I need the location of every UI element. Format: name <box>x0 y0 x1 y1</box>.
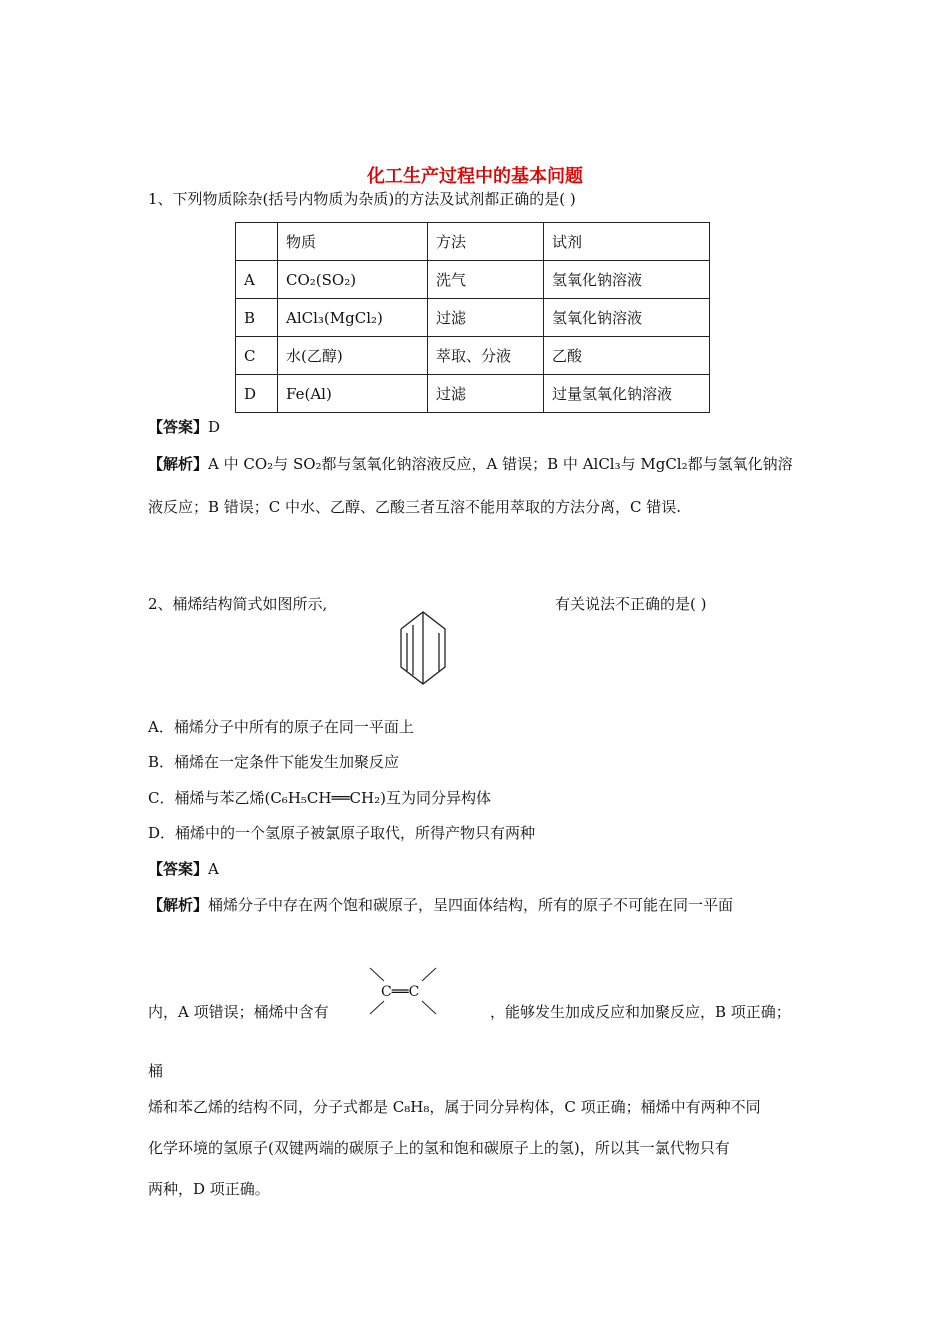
answer-2 <box>148 858 219 879</box>
page-title: 化工生产过程中的基本问题 <box>367 166 583 187</box>
answer-tag: 【答案】 <box>148 860 209 878</box>
table-row <box>236 261 710 299</box>
analysis-1-line-1 <box>148 453 793 474</box>
question-1-stem: 1、下列物质除杂(括号内物质为杂质)的方法及试剂都正确的是( ) <box>148 190 576 208</box>
table-cell: 氢氧化钠溶液 <box>544 261 710 299</box>
analysis-2-line-tong: 桶 <box>148 1062 164 1080</box>
table-cell: 水(乙醇) <box>278 337 428 375</box>
option-d: D．桶烯中的一个氢原子被氯原子取代，所得产物只有两种 <box>148 824 536 842</box>
table-cell: C <box>236 337 278 375</box>
answer-tag: 【答案】 <box>148 418 209 436</box>
table-row <box>236 299 710 337</box>
analysis-text: 桶烯分子中存在两个饱和碳原子，呈四面体结构，所有的原子不可能在同一平面 <box>208 896 734 914</box>
table-cell: 氢氧化钠溶液 <box>544 299 710 337</box>
answer-value: A <box>208 860 219 878</box>
table-cell: AlCl₃(MgCl₂) <box>278 299 428 337</box>
answer-value: D <box>208 418 221 436</box>
double-bond-label: C══C <box>381 984 420 1000</box>
analysis-2-line-3: 烯和苯乙烯的结构不同，分子式都是 C₈H₈，属于同分异构体，C 项正确；桶烯中有两种不同 <box>148 1098 761 1116</box>
analysis-1-line-2: 液反应；B 错误；C 中水、乙醇、乙酸三者互溶不能用萃取的方法分离，C 错误. <box>148 498 682 516</box>
barrelene-structure-diagram <box>395 607 455 687</box>
table-cell: 萃取、分液 <box>428 337 544 375</box>
table-header-cell <box>236 223 278 261</box>
table-header-cell: 试剂 <box>544 223 710 261</box>
table-header-cell: 方法 <box>428 223 544 261</box>
question-2-stem-right: 有关说法不正确的是( ) <box>555 595 707 613</box>
analysis-tag: 【解析】 <box>148 896 209 914</box>
table-row <box>236 375 710 413</box>
table-cell: Fe(Al) <box>278 375 428 413</box>
analysis-tag: 【解析】 <box>148 455 209 473</box>
table-cell: 过滤 <box>428 375 544 413</box>
option-c: C．桶烯与苯乙烯(C₆H₅CH══CH₂)互为同分异构体 <box>148 789 491 807</box>
analysis-2-line-4: 化学环境的氢原子(双键两端的碳原子上的氢和饱和碳原子上的氢)，所以其一氯代物只有 <box>148 1139 730 1157</box>
analysis-2-line-5: 两种，D 项正确。 <box>148 1180 270 1198</box>
table-header-row <box>236 223 710 261</box>
table-header-cell: 物质 <box>278 223 428 261</box>
analysis-text: A 中 CO₂与 SO₂都与氢氧化钠溶液反应，A 错误；B 中 AlCl₃与 MgCl₂都与氢氧化钠溶 <box>208 455 793 473</box>
question-2-stem-left: 2、桶烯结构简式如图所示, <box>148 595 328 613</box>
option-b: B．桶烯在一定条件下能发生加聚反应 <box>148 753 400 771</box>
table-cell: CO₂(SO₂) <box>278 261 428 299</box>
table-cell: B <box>236 299 278 337</box>
analysis-2-line-1 <box>148 894 733 915</box>
table-cell: 洗气 <box>428 261 544 299</box>
table-cell: A <box>236 261 278 299</box>
table-cell: 过量氢氧化钠溶液 <box>544 375 710 413</box>
option-a: A．桶烯分子中所有的原子在同一平面上 <box>148 718 414 736</box>
answer-1 <box>148 416 220 437</box>
table-cell: 过滤 <box>428 299 544 337</box>
table-cell: 乙酸 <box>544 337 710 375</box>
table-cell: D <box>236 375 278 413</box>
table-row <box>236 337 710 375</box>
analysis-2-inline-left: 内，A 项错误；桶烯中含有 <box>148 1003 329 1021</box>
analysis-2-inline-right: ，能够发生加成反应和加聚反应，B 项正确； <box>490 1003 791 1021</box>
options-table <box>235 222 710 413</box>
